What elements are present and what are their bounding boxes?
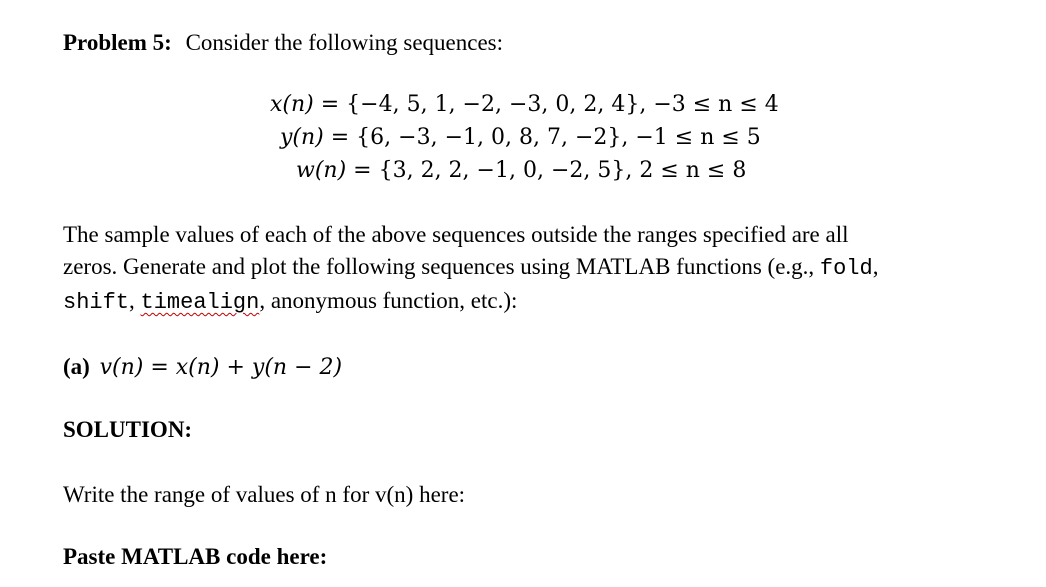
comma-separator: , — [129, 288, 141, 313]
paragraph-line-1: The sample values of each of the above sequences outside the ranges specified are all — [63, 222, 849, 247]
equation-x — [270, 90, 779, 120]
solution-heading: SOLUTION: — [63, 417, 193, 442]
equation-x-lhs: x(n) — [270, 92, 314, 117]
part-a — [63, 353, 342, 382]
paragraph-line-2 — [63, 253, 878, 283]
paragraph-line-3-rest: , anonymous function, etc.): — [259, 288, 518, 313]
paragraph-line-3 — [63, 287, 517, 317]
part-a-label: (a) — [63, 354, 90, 379]
equation-x-rhs: = {−4, 5, 1, −2, −3, 0, 2, 4}, −3 ≤ n ≤ 4 — [313, 92, 779, 117]
range-prompt: Write the range of values of n for v(n) here: — [63, 482, 466, 507]
problem-header — [63, 29, 503, 57]
function-shift: shift — [63, 290, 130, 315]
part-a-equation: v(n) = x(n) + y(n − 2) — [99, 355, 343, 380]
paragraph-line-2-text: zeros. Generate and plot the following sequences using MATLAB functions (e.g., — [63, 254, 820, 279]
function-timealign: timealign — [140, 290, 260, 315]
equation-w-rhs: = {3, 2, 2, −1, 0, −2, 5}, 2 ≤ n ≤ 8 — [346, 158, 747, 183]
paragraph-line-2-end: , — [872, 254, 879, 279]
function-fold: fold — [819, 256, 873, 281]
equation-w — [296, 156, 746, 186]
equation-w-lhs: w(n) — [296, 158, 347, 183]
problem-heading: Problem 5: — [63, 30, 172, 55]
code-prompt: Paste MATLAB code here: — [63, 544, 328, 569]
equation-y-lhs: y(n) — [280, 125, 324, 150]
equation-y — [280, 123, 761, 153]
equation-y-rhs: = {6, −3, −1, 0, 8, 7, −2}, −1 ≤ n ≤ 5 — [323, 125, 761, 150]
problem-intro: Consider the following sequences: — [185, 30, 504, 55]
